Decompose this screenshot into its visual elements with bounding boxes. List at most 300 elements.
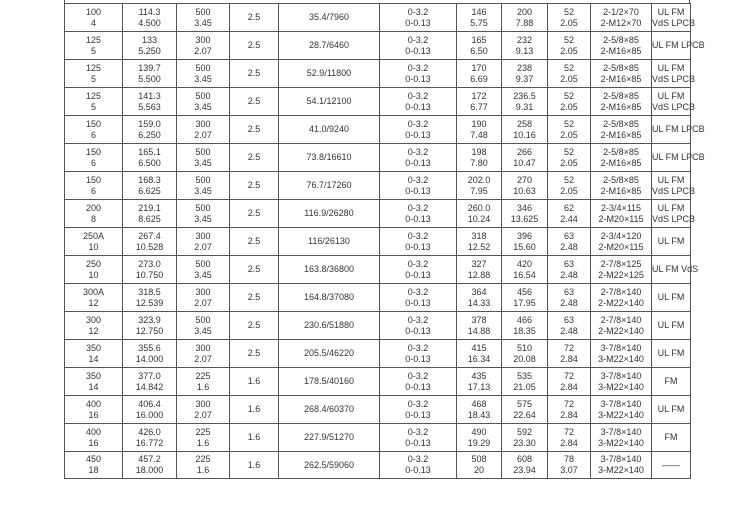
cell-bolt: [591, 144, 652, 172]
cell-flow: 41.0/9240: [279, 116, 380, 144]
cell-line: 300: [195, 230, 211, 241]
cell-flow: 164.8/37080: [279, 284, 380, 312]
cell-od: [123, 284, 177, 312]
cell-line: 3.45: [194, 73, 212, 84]
cell-line: 2-M22×125: [598, 269, 644, 280]
cell-line: 0-0.13: [405, 269, 431, 280]
cell-b: [457, 228, 502, 256]
cell-line: 6: [90, 129, 96, 140]
cell-bolt: [591, 4, 652, 32]
cell-line: 16: [88, 409, 99, 420]
cell-b: [457, 4, 502, 32]
cell-line: 10: [88, 269, 99, 280]
cell-pressure: [177, 340, 230, 368]
cell-a: [380, 88, 457, 116]
cell-line: UL FM LPCB: [652, 124, 705, 134]
cell-line: 2.07: [194, 297, 212, 308]
cell-od: [123, 312, 177, 340]
cell-line: 17.13: [467, 381, 491, 392]
cell-od: [123, 144, 177, 172]
cell-d: [548, 396, 591, 424]
cell-flow: 116/26130: [279, 228, 380, 256]
cell-pressure: [177, 228, 230, 256]
cell-line: 2-M12×70: [600, 17, 642, 28]
cell-pressure: [177, 144, 230, 172]
cell-line: 125: [85, 34, 102, 45]
cell-line: 323.9: [138, 314, 161, 325]
cell-line: 7.80: [470, 157, 488, 168]
cell-od: [123, 32, 177, 60]
cell-line: 9.13: [515, 45, 534, 56]
cell-line: 1.6: [196, 437, 210, 448]
cell-a: [380, 144, 457, 172]
cell-k: 1.6: [230, 368, 279, 396]
cell-k: 2.5: [230, 144, 279, 172]
cell-line: 3-M22×140: [598, 353, 644, 364]
cell-line: 2.07: [194, 129, 212, 140]
cell-od: [123, 4, 177, 32]
cell-d: [548, 452, 591, 479]
cell-line: 3-7/8×140: [600, 426, 642, 437]
cell-size: [65, 116, 123, 144]
cell-line: UL FM: [657, 320, 685, 330]
cell-a: [380, 256, 457, 284]
cell-a: [380, 452, 457, 479]
cell-line: 2.05: [560, 73, 578, 84]
cell-a: [380, 228, 457, 256]
cell-line: 172: [471, 90, 487, 101]
cell-b: [457, 116, 502, 144]
cell-k: 2.5: [230, 284, 279, 312]
cell-line: 450: [85, 454, 102, 464]
cell-line: 2.84: [560, 353, 578, 364]
cell-line: 3-M22×140: [598, 437, 644, 448]
cell-pressure: [177, 284, 230, 312]
cell-line: 125: [85, 62, 102, 73]
cell-bolt: [591, 88, 652, 116]
cell-line: 150: [85, 118, 102, 129]
cell-pressure: [177, 424, 230, 452]
cell-flow: 163.8/36800: [279, 256, 380, 284]
cell-line: 400: [85, 426, 102, 437]
cell-d: [548, 144, 591, 172]
cell-line: 232: [516, 34, 533, 45]
cell-line: 133: [141, 34, 158, 45]
cell-line: 0-3.2: [407, 174, 429, 185]
cell-c: [502, 32, 548, 60]
cell-k: 2.5: [230, 200, 279, 228]
cell-line: FM: [664, 376, 678, 386]
cell-flow: 262.5/59060: [279, 452, 380, 479]
cell-line: 435: [471, 370, 487, 381]
cell-bolt: [591, 228, 652, 256]
cell-line: 3.45: [194, 269, 212, 280]
cell-od: [123, 368, 177, 396]
cell-line: 0-0.13: [405, 157, 431, 168]
cell-line: 17.95: [513, 297, 536, 308]
cell-line: 6.69: [470, 73, 488, 84]
cell-pressure: [177, 4, 230, 32]
cell-appr: [652, 368, 691, 396]
cell-line: 63: [563, 314, 574, 325]
cell-pressure: [177, 396, 230, 424]
cell-line: VdS LPCB: [652, 17, 696, 28]
cell-od: [123, 116, 177, 144]
cell-line: 219.1: [138, 202, 161, 213]
cell-line: 9.37: [515, 73, 534, 84]
cell-line: 14.000: [135, 353, 164, 364]
cell-line: 2-7/8×140: [600, 286, 642, 297]
cell-line: 0-3.2: [407, 258, 429, 269]
cell-c: [502, 452, 548, 479]
cell-line: 0-3.2: [407, 398, 429, 409]
cell-c: [502, 284, 548, 312]
cell-line: 2-M20×115: [598, 213, 644, 224]
cell-line: 0-3.2: [407, 342, 429, 353]
cell-size: [65, 60, 123, 88]
cell-line: 5: [90, 101, 96, 112]
cell-line: 318: [471, 230, 487, 241]
cell-b: [457, 452, 502, 479]
cell-pressure: [177, 312, 230, 340]
cell-line: 236.5: [513, 90, 536, 101]
cell-line: 21.05: [513, 381, 536, 392]
cell-line: 5: [90, 45, 96, 56]
cell-line: 0-0.13: [405, 381, 431, 392]
cell-line: 8: [90, 213, 96, 224]
cell-line: 238: [516, 62, 533, 73]
cell-line: 270: [516, 174, 533, 185]
cell-k: 2.5: [230, 256, 279, 284]
cell-line: 346: [516, 202, 533, 213]
cell-line: UL FM: [657, 202, 685, 213]
cell-flow: 54.1/12100: [279, 88, 380, 116]
cell-a: [380, 368, 457, 396]
cell-line: 457.2: [138, 454, 161, 464]
cell-d: [548, 424, 591, 452]
cell-line: 350: [85, 342, 102, 353]
cell-line: 0-0.13: [405, 101, 431, 112]
cell-line: 100: [85, 6, 102, 17]
cell-line: 300: [195, 34, 211, 45]
cell-line: 3.45: [194, 185, 212, 196]
cell-line: 266: [516, 146, 533, 157]
cell-line: 5: [90, 73, 96, 84]
cell-c: [502, 144, 548, 172]
cell-line: 52: [563, 62, 574, 73]
cell-line: 2-M16×85: [600, 185, 642, 196]
cell-appr: [652, 116, 705, 144]
cell-c: [502, 368, 548, 396]
cell-pressure: [177, 32, 230, 60]
cell-line: 18.000: [135, 465, 164, 475]
cell-od: [123, 340, 177, 368]
cell-line: 406.4: [138, 398, 161, 409]
cell-line: 377.0: [138, 370, 161, 381]
cell-line: 575: [516, 398, 533, 409]
cell-line: 0-3.2: [407, 62, 429, 73]
cell-line: 2-5/8×85: [603, 90, 639, 101]
cell-od: [123, 396, 177, 424]
cell-line: 3.45: [194, 157, 212, 168]
cell-line: 0-0.13: [405, 297, 431, 308]
cell-k: 2.5: [230, 228, 279, 256]
cell-line: 500: [195, 62, 211, 73]
cell-line: 3.45: [194, 213, 212, 224]
cell-line: 200: [85, 202, 102, 213]
cell-flow: 230.6/51880: [279, 312, 380, 340]
cell-bolt: [591, 396, 652, 424]
cell-a: [380, 60, 457, 88]
cell-b: [457, 88, 502, 116]
cell-line: 0-0.13: [405, 129, 431, 140]
cell-line: 5.563: [138, 101, 161, 112]
cell-line: 72: [563, 342, 574, 353]
cell-line: 0-0.13: [405, 409, 431, 420]
cell-line: 2-M16×85: [600, 45, 642, 56]
cell-line: 2.44: [560, 213, 578, 224]
cell-line: 535: [516, 370, 533, 381]
table-row: [65, 32, 691, 60]
table-row: [65, 312, 691, 340]
table-row: [65, 284, 691, 312]
cell-line: 12.750: [135, 325, 164, 336]
cell-line: 16.54: [513, 269, 536, 280]
cell-line: 0-3.2: [407, 286, 429, 297]
cell-line: 2.05: [560, 17, 578, 28]
cell-line: 0-0.13: [405, 73, 431, 84]
cell-line: 456: [516, 286, 533, 297]
cell-line: 327: [471, 258, 487, 269]
cell-line: 4.500: [138, 17, 161, 28]
cell-line: 2.05: [560, 157, 578, 168]
cell-b: [457, 256, 502, 284]
cell-line: 63: [563, 230, 574, 241]
cell-d: [548, 172, 591, 200]
cell-line: 2-M16×85: [600, 157, 642, 168]
cell-line: 23.30: [513, 437, 536, 448]
cell-line: 2.05: [560, 101, 578, 112]
cell-line: 2.07: [194, 353, 212, 364]
cell-c: [502, 256, 548, 284]
cell-line: 159.0: [138, 118, 161, 129]
cell-od: [123, 228, 177, 256]
cell-size: [65, 452, 123, 479]
cell-b: [457, 368, 502, 396]
cell-line: 468: [471, 398, 487, 409]
cell-pressure: [177, 200, 230, 228]
cell-line: 378: [471, 314, 487, 325]
cell-b: [457, 200, 502, 228]
cell-line: 15.60: [513, 241, 536, 252]
cell-b: [457, 60, 502, 88]
table-row: [65, 116, 691, 144]
cell-line: 18: [88, 465, 99, 475]
cell-b: [457, 340, 502, 368]
cell-k: 2.5: [230, 116, 279, 144]
cell-appr: [652, 340, 691, 368]
cell-line: UL FM: [657, 236, 685, 246]
cell-a: [380, 284, 457, 312]
cell-appr: [652, 228, 691, 256]
cell-d: [548, 256, 591, 284]
cell-line: 2.07: [194, 45, 212, 56]
cell-appr: [652, 312, 691, 340]
cell-line: 2.48: [560, 241, 578, 252]
cell-line: 139.7: [138, 62, 161, 73]
cell-line: 0-3.2: [407, 90, 429, 101]
cell-line: 0-0.13: [405, 213, 431, 224]
cell-line: 364: [471, 286, 487, 297]
cell-line: 2.05: [560, 185, 578, 196]
cell-b: [457, 424, 502, 452]
cell-size: [65, 4, 123, 32]
cell-line: 2.48: [560, 269, 578, 280]
cell-a: [380, 32, 457, 60]
cell-line: 16.000: [135, 409, 164, 420]
cell-bolt: [591, 116, 652, 144]
cell-size: [65, 312, 123, 340]
cell-line: VdS LPCB: [652, 73, 696, 84]
specification-table: [64, 3, 705, 479]
cell-b: [457, 172, 502, 200]
cell-flow: 35.4/7960: [279, 4, 380, 32]
cell-d: [548, 88, 591, 116]
cell-line: 10.24: [467, 213, 491, 224]
cell-line: 22.64: [513, 409, 536, 420]
cell-k: 2.5: [230, 4, 279, 32]
cell-bolt: [591, 368, 652, 396]
cell-line: 200: [516, 6, 533, 17]
cell-line: 1.6: [196, 465, 210, 475]
cell-flow: 116.9/26280: [279, 200, 380, 228]
cell-b: [457, 32, 502, 60]
cell-line: 141.3: [138, 90, 161, 101]
cell-pressure: [177, 60, 230, 88]
cell-line: 250A: [82, 230, 105, 241]
cell-line: 2.84: [560, 381, 578, 392]
cell-bolt: [591, 32, 652, 60]
cell-flow: 28.7/6460: [279, 32, 380, 60]
cell-a: [380, 340, 457, 368]
cell-line: 2-3/4×120: [600, 230, 642, 241]
cell-line: 52: [563, 34, 574, 45]
cell-appr: [652, 396, 691, 424]
cell-line: VdS LPCB: [652, 185, 696, 196]
cell-pressure: [177, 452, 230, 479]
cell-line: 10: [88, 241, 99, 252]
cell-appr: [652, 144, 705, 172]
table-row: [65, 340, 691, 368]
cell-k: 2.5: [230, 60, 279, 88]
table-row: [65, 60, 691, 88]
cell-line: 10.528: [135, 241, 164, 252]
cell-line: 0-0.13: [405, 465, 431, 475]
cell-line: 3-7/8×140: [600, 454, 642, 464]
cell-line: 300: [85, 314, 102, 325]
cell-line: 165.1: [138, 146, 161, 157]
cell-line: 2-M22×140: [598, 325, 644, 336]
cell-line: 2.84: [560, 437, 578, 448]
table-row: [65, 452, 691, 479]
cell-line: 7.88: [515, 17, 534, 28]
cell-line: 300: [195, 286, 211, 297]
cell-line: 500: [195, 146, 211, 157]
cell-line: 415: [471, 342, 487, 353]
cell-line: 52: [563, 146, 574, 157]
cell-line: 18.35: [513, 325, 536, 336]
cell-line: 500: [195, 6, 211, 17]
cell-line: 6.625: [138, 185, 161, 196]
cell-flow: 76.7/17260: [279, 172, 380, 200]
cell-line: 2.07: [194, 241, 212, 252]
table-row: [65, 228, 691, 256]
cell-od: [123, 88, 177, 116]
cell-line: 6: [90, 157, 96, 168]
cell-bolt: [591, 60, 652, 88]
cell-a: [380, 200, 457, 228]
cell-line: 355.6: [138, 342, 161, 353]
cell-line: 0-3.2: [407, 6, 429, 17]
cell-line: 3.07: [560, 465, 578, 475]
cell-appr: [652, 452, 691, 479]
cell-line: UL FM: [657, 62, 685, 73]
cell-b: [457, 396, 502, 424]
table-row: [65, 256, 691, 284]
cell-line: 52: [563, 174, 574, 185]
cell-line: 6.50: [470, 45, 488, 56]
cell-line: 16.34: [467, 353, 491, 364]
cell-bolt: [591, 200, 652, 228]
cell-od: [123, 452, 177, 479]
cell-appr: [652, 172, 696, 200]
cell-line: 396: [516, 230, 533, 241]
cell-line: 0-3.2: [407, 202, 429, 213]
cell-k: 2.5: [230, 172, 279, 200]
cell-line: 16: [88, 437, 99, 448]
cell-size: [65, 340, 123, 368]
cell-line: 2-5/8×85: [603, 62, 639, 73]
cell-line: 3.45: [194, 325, 212, 336]
cell-line: 0-3.2: [407, 230, 429, 241]
cell-line: 168.3: [138, 174, 161, 185]
cell-line: 2.84: [560, 409, 578, 420]
cell-line: 0-0.13: [405, 353, 431, 364]
cell-line: 2-M16×85: [600, 101, 642, 112]
cell-c: [502, 396, 548, 424]
cell-line: 273.0: [138, 258, 161, 269]
cell-line: 12: [88, 325, 99, 336]
cell-line: 592: [516, 426, 533, 437]
cell-line: 500: [195, 258, 211, 269]
cell-c: [502, 424, 548, 452]
cell-line: 0-0.13: [405, 185, 431, 196]
cell-line: 12: [88, 297, 99, 308]
cell-pressure: [177, 88, 230, 116]
cell-line: 14: [88, 353, 99, 364]
cell-line: 52: [563, 90, 574, 101]
cell-bolt: [591, 312, 652, 340]
cell-c: [502, 200, 548, 228]
cell-pressure: [177, 116, 230, 144]
cell-line: 400: [85, 398, 102, 409]
cell-line: 2-5/8×85: [603, 118, 639, 129]
cell-d: [548, 60, 591, 88]
cell-line: 225: [195, 370, 211, 381]
cell-appr: [652, 88, 696, 116]
cell-k: 1.6: [230, 396, 279, 424]
cell-a: [380, 396, 457, 424]
